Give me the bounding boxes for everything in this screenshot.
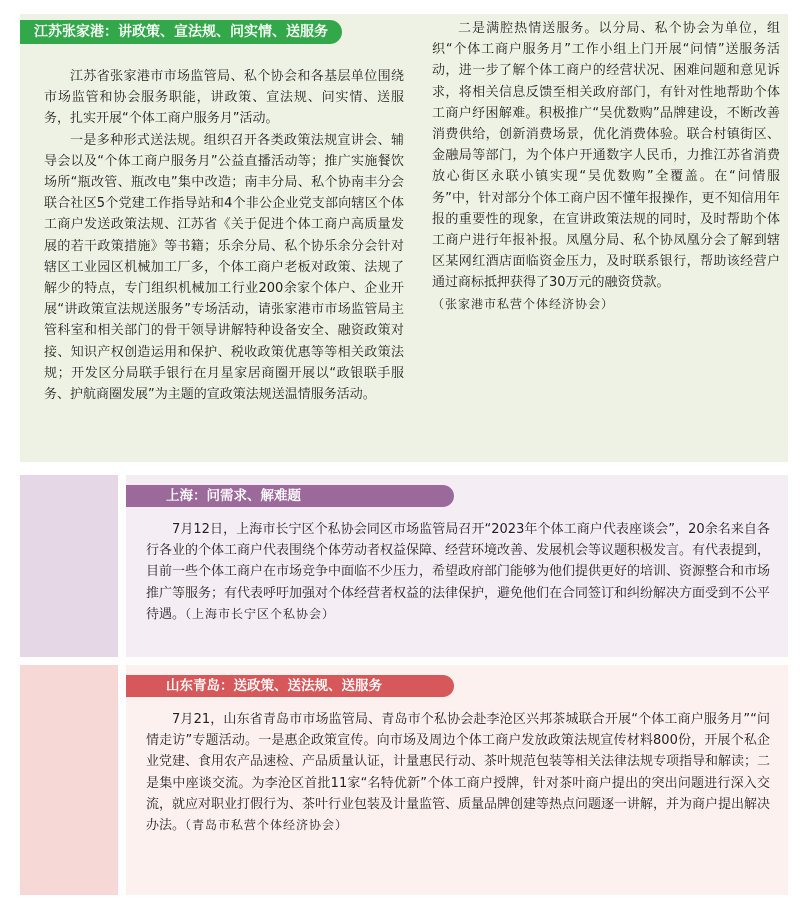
shanghai-title: 上海：问需求、解难题 bbox=[126, 485, 454, 507]
jiangsu-intro: 江苏省张家港市市场监管局、私个协会和各基层单位围绕市场监管和协会服务职能，讲政策、宣法规、问实情、送服务，扎实开展“个体工商户服务月”活动。 bbox=[44, 69, 404, 127]
shanghai-body bbox=[146, 519, 770, 625]
shandong-title: 山东青岛：送政策、送法规、送服务 bbox=[126, 675, 454, 697]
jiangsu-source: （张家港市私营个体经济协会） bbox=[432, 296, 615, 311]
shandong-side-bar bbox=[20, 665, 118, 895]
shandong-body bbox=[146, 709, 770, 836]
shandong-source: （青岛市私营个体经济协会） bbox=[185, 818, 349, 833]
shandong-text: 7月21，山东省青岛市市场监管局、青岛市个私协会赴李沧区兴邦茶城联合开展“个体工商户服务月”“问情走访”专题活动。一是惠企政策宣传。向市场及周边个体工商户发放政策法规宣传材料800份，开展个私企业党建、食用农产品速检、产品质量认证，计量惠民行动、茶叶规范包装等相关法律法规专项指导和解读；二是集中座谈交流。为李沧区首批11家“名特优新”个体工商户授牌，针对茶叶商户提出的突出问题进行深入交流，就应对职业打假行为、茶叶行业包装及计量监管、质量品牌创建等热点问题逐一讲解，并为商户提出解决办法。 bbox=[146, 712, 771, 834]
jiangsu-section bbox=[20, 14, 788, 462]
shanghai-source: （上海市长宁区个私协会） bbox=[185, 606, 336, 621]
jiangsu-title: 江苏张家港：讲政策、宣法规、问实情、送服务 bbox=[20, 20, 342, 44]
shandong-section bbox=[126, 665, 788, 895]
jiangsu-column-left bbox=[44, 66, 404, 405]
shanghai-section bbox=[126, 475, 788, 657]
shanghai-text: 7月12日，上海市长宁区个私协会同区市场监管局召开“2023年个体工商户代表座谈会”，20余名来自各行各业的个体工商户代表围绕个体劳动者权益保障、经营环境改善、发展机会等议题积极发言。有代表提到，目前一些个体工商户在市场竞争中面临不少压力，希望政府部门能够为他们提供更好的培训、资源整合和市场推广等服务；有代表呼吁加强对个体经营者权益的法律保护，避免他们在合同签订和纠纷解决方面受到不公平待遇。 bbox=[146, 522, 771, 622]
jiangsu-point-two: 二是满腔热情送服务。以分局、私个协会为单位，组织“个体工商户服务月”工作小组上门开展“问情”送服务活动，进一步了解个体工商户的经营状况、困难问题和意见诉求，将相关信息反馈至相关政府部门，有针对性地帮助个体工商户纾困解难。积极推广“吴优数购”品牌建设，不断改善消费供给，创新消费场景，优化消费体验。联合村镇街区、金融局等部门，为个体户开通数字人民币，力推江苏省消费放心街区永联小镇实现“吴优数购”全覆盖。在“问情服务”中，针对部分个体工商户因不懂年报操作，更不知信用年报的重要性的现象，在宣讲政策法规的同时，及时帮助个体工商户进行年报补报。凤凰分局、私个协凤凰分会了解到辖区某网红酒店面临资金压力，及时联系银行，帮助该经营户通过商标抵押获得了30万元的融资贷款。 bbox=[432, 21, 780, 291]
jiangsu-column-right bbox=[432, 18, 780, 315]
jiangsu-point-one: 一是多种形式送法规。组织召开各类政策法规宣讲会、辅导会以及“个体工商户服务月”公益直播活动等；推广实施餐饮场所“瓶改管、瓶改电”集中改造；南丰分局、私个协南丰分会联合社区5个党建工作指导站和4个非公企业党支部向辖区个体工商户发送政策法规、江苏省《关于促进个体工商户高质量发展的若干政策措施》等书籍；乐余分局、私个协乐余分会针对辖区工业园区机械加工厂多，个体工商户老板对政策、法规了解少的特点，专门组织机械加工行业200余家个体户、企业开展“讲政策宣法规送服务”专场活动，请张家港市市场监管局主管科室和相关部门的骨干领导讲解特种设备安全、融资政策对接、知识产权创造运用和保护、税收政策优惠等等相关政策法规；开发区分局联手银行在月星家居商圈开展以“政银联手服务、护航商圈发展”为主题的宣政策法规送温情服务活动。 bbox=[44, 132, 404, 403]
shanghai-side-bar bbox=[20, 475, 118, 657]
